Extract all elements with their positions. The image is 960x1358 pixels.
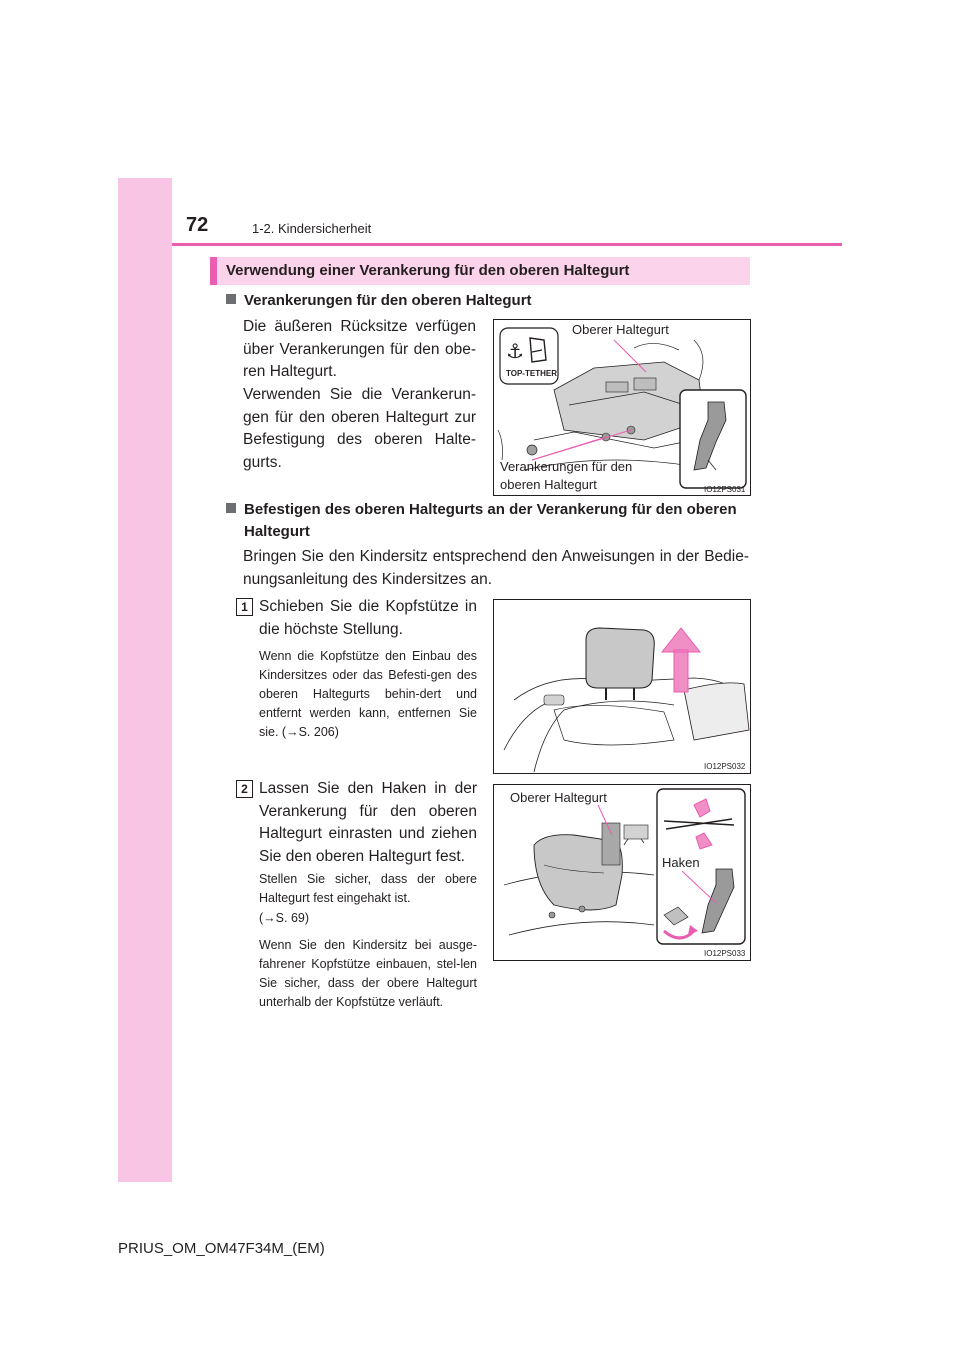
figure-tether-anchors bbox=[493, 319, 751, 496]
section-title: 1-2. Kindersicherheit bbox=[252, 221, 372, 236]
paragraph: Verwenden Sie die Verankerun-gen für den oberen Haltegurt zur Befestigung des oberen Halte-gurts. bbox=[243, 386, 476, 471]
header-rule bbox=[172, 243, 842, 246]
side-tab bbox=[118, 178, 172, 1182]
anchor-icon bbox=[506, 339, 524, 363]
square-bullet-icon bbox=[226, 294, 236, 304]
label-haken: Haken bbox=[662, 855, 700, 870]
step-note: Stellen Sie sicher, dass der obere Haltegurt fest eingehakt ist. bbox=[259, 872, 477, 905]
figure-hook bbox=[493, 784, 751, 961]
step-number: 2 bbox=[236, 780, 253, 798]
figure-headrest bbox=[493, 599, 751, 774]
paragraph: Bringen Sie den Kindersitz entsprechend den Anweisungen in der Bedie-nungsanleitung des Kindersitzes an. bbox=[243, 548, 749, 588]
label-verankerungen-1: Verankerungen für den bbox=[500, 459, 633, 474]
subheading-text: Verankerungen für den oberen Haltegurt bbox=[244, 292, 532, 309]
step-text: Lassen Sie den Haken in der Verankerung für den oberen Haltegurt einrasten und ziehen Sie den oberen Haltegurt fest. bbox=[259, 780, 477, 865]
subheading-attach bbox=[226, 498, 737, 522]
step-number: 1 bbox=[236, 598, 253, 616]
subheading-anchors bbox=[226, 289, 532, 313]
svg-text:⚓: ⚓ bbox=[506, 339, 524, 363]
figure-code: IO12PS031 bbox=[704, 485, 746, 494]
top-tether-label: TOP-TETHER bbox=[506, 369, 557, 378]
label-oberer-haltegurt: Oberer Haltegurt bbox=[510, 790, 607, 805]
arrow-up-icon bbox=[662, 628, 700, 692]
page-number: 72 bbox=[186, 214, 209, 236]
step-note: Wenn die Kopfstütze den Einbau des Kindersitzes oder das Befesti-gen des oberen Haltegurts behin-dert und entfernt werden kann, entfernen Sie sie. (→S. 206) bbox=[259, 649, 477, 739]
figure-code: IO12PS033 bbox=[704, 949, 746, 958]
footer-doc-id: PRIUS_OM_OM47F34M_(EM) bbox=[118, 1240, 325, 1257]
section-heading bbox=[210, 257, 750, 285]
step-note: Wenn Sie den Kindersitz bei ausge-fahrener Kopfstütze einbauen, stel-len Sie sicher, dass der obere Haltegurt unterhalb der Kopfstütze verläuft. bbox=[259, 938, 477, 1009]
figure-code: IO12PS032 bbox=[704, 762, 746, 771]
heading-accent-bar bbox=[210, 257, 217, 285]
label-verankerungen-2: oberen Haltegurt bbox=[500, 477, 597, 492]
heading-text: Verwendung einer Verankerung für den oberen Haltegurt bbox=[226, 262, 630, 279]
square-bullet-icon bbox=[226, 503, 236, 513]
step-note-ref: (→S. 69) bbox=[259, 911, 310, 925]
paragraph: Die äußeren Rücksitze verfügen über Verankerungen für den obe-ren Haltegurt. bbox=[243, 318, 476, 380]
subheading-attach-cont: Haltegurt bbox=[244, 523, 310, 540]
subheading-text: Befestigen des oberen Haltegurts an der Verankerung für den oberen bbox=[244, 501, 737, 518]
step-text: Schieben Sie die Kopfstütze in die höchste Stellung. bbox=[259, 598, 477, 638]
label-oberer-haltegurt: Oberer Haltegurt bbox=[572, 322, 669, 337]
